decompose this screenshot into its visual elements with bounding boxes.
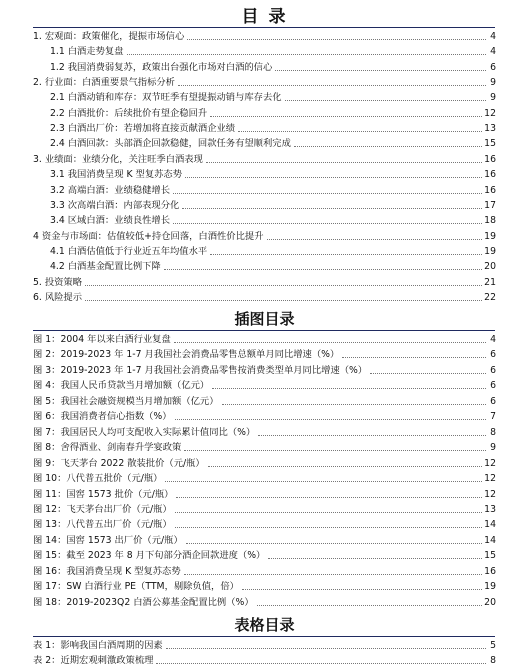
entry-page-number: 9 (490, 442, 496, 454)
entry-page-number: 5 (490, 640, 496, 651)
dot-leader (165, 481, 482, 482)
toc-entry[interactable] (33, 456, 496, 469)
entry-page-number: 13 (484, 503, 496, 515)
entry-page-number: 6 (490, 349, 496, 361)
entry-page-number: 13 (484, 123, 496, 135)
toc-entry[interactable] (33, 564, 496, 577)
entry-page-number: 19 (484, 245, 496, 257)
toc-entry[interactable] (50, 106, 496, 119)
toc-entry[interactable] (33, 440, 496, 453)
entry-page-number: 4 (490, 334, 496, 345)
toc-entry[interactable] (33, 502, 496, 515)
entry-page-number: 19 (484, 230, 496, 242)
toc-title-divider (33, 27, 495, 28)
dot-leader (178, 85, 486, 86)
entry-label: 图 16：我国消费呈现 K 型复苏态势 (33, 565, 181, 577)
dot-leader (222, 404, 486, 405)
toc-entry[interactable] (33, 229, 496, 242)
toc-title: 目 录 (241, 7, 288, 27)
dot-leader (242, 589, 482, 590)
toc-entry[interactable] (50, 183, 496, 196)
toc-entry[interactable] (33, 548, 496, 561)
entry-label: 1.2 我国消费弱复苏，政策出台强化市场对白酒的信心 (50, 61, 273, 73)
toc-entry[interactable] (50, 60, 496, 73)
entry-label: 图 13：八代普五出厂价（元/瓶） (33, 519, 172, 531)
entry-label: 1.1 白酒走势复盘 (50, 46, 124, 58)
dot-leader (184, 574, 483, 575)
tables-title: 表格目录 (234, 616, 295, 634)
entry-label: 图 1：2004 年以来白酒行业复盘 (33, 334, 171, 345)
dot-leader (166, 648, 486, 649)
dot-leader (210, 254, 482, 255)
figures-title: 插图目录 (234, 310, 295, 328)
entry-page-number: 16 (484, 153, 496, 165)
toc-entry[interactable] (33, 579, 496, 592)
entry-label: 2.1 白酒动销和库存：双节旺季有望提振动销与库存去化 (50, 92, 282, 104)
entry-page-number: 14 (484, 519, 496, 531)
toc-entry[interactable] (50, 244, 496, 257)
entry-page-number: 14 (484, 534, 496, 546)
entry-label: 图 12：飞天茅台出厂价（元/瓶） (33, 503, 172, 515)
entry-page-number: 22 (484, 291, 496, 303)
entry-label: 表 1：影响我国白酒周期的因素 (33, 640, 163, 651)
entry-label: 图 2：2019-2023 年 1-7 月我国社会消费品零售总额单月同比增速（%） (33, 349, 340, 361)
toc-entry[interactable] (33, 471, 496, 484)
toc-entry[interactable] (50, 198, 496, 211)
entry-label: 图 7：我国居民人均可支配收入实际累计值同比（%） (33, 426, 256, 438)
dot-leader (238, 131, 482, 132)
toc-entry[interactable] (50, 44, 496, 57)
entry-page-number: 15 (484, 550, 496, 562)
toc-entry[interactable] (33, 425, 496, 438)
entry-page-number: 9 (490, 92, 496, 104)
dot-leader (173, 223, 482, 224)
entry-label: 3.3 次高端白酒：内部表现分化 (50, 199, 180, 211)
entry-label: 图 9：飞天茅台 2022 散装批价（元/瓶） (33, 457, 205, 469)
dot-leader (127, 54, 486, 55)
entry-page-number: 12 (484, 107, 496, 119)
toc-entry[interactable] (33, 595, 496, 608)
dot-leader (258, 435, 486, 436)
toc-entry[interactable] (33, 487, 496, 500)
toc-entry[interactable] (33, 394, 496, 407)
entry-page-number: 4 (490, 31, 496, 42)
entry-page-number: 15 (484, 138, 496, 150)
entry-page-number: 8 (490, 655, 496, 667)
dot-leader (206, 162, 482, 163)
entry-page-number: 16 (484, 184, 496, 196)
entry-page-number: 6 (490, 380, 496, 392)
entry-label: 5. 投资策略 (33, 276, 83, 288)
toc-entry[interactable] (33, 409, 496, 422)
entry-label: 6. 风险提示 (33, 291, 83, 303)
entry-page-number: 17 (484, 199, 496, 211)
dot-leader (268, 558, 482, 559)
entry-label: 2.3 白酒出厂价：若增加将直接贡献酒企业绩 (50, 123, 236, 135)
toc-entry[interactable] (50, 121, 496, 134)
entry-page-number: 12 (484, 488, 496, 500)
entry-page-number: 6 (490, 61, 496, 73)
toc-entry[interactable] (50, 167, 496, 180)
dot-leader (186, 543, 482, 544)
dot-leader (208, 466, 482, 467)
dot-leader (175, 419, 486, 420)
toc-entry[interactable] (33, 152, 496, 165)
dot-leader (185, 177, 482, 178)
dot-leader (275, 70, 486, 71)
entry-label: 图 11：国窖 1573 批价（元/瓶） (33, 488, 174, 500)
toc-entry[interactable] (50, 213, 496, 226)
entry-page-number: 19 (484, 581, 496, 593)
entry-page-number: 20 (484, 596, 496, 608)
dot-leader (257, 605, 483, 606)
entry-page-number: 7 (490, 411, 496, 423)
dot-leader (176, 497, 482, 498)
dot-leader (164, 269, 482, 270)
toc-entry[interactable] (33, 363, 496, 376)
dot-leader (85, 300, 482, 301)
dot-leader (174, 342, 486, 343)
tables-title-divider (33, 636, 495, 637)
toc-entry[interactable] (33, 290, 496, 303)
dot-leader (267, 239, 483, 240)
entry-label: 2.4 白酒回款：头部酒企回款稳健，回款任务有望顺利完成 (50, 138, 291, 150)
entry-page-number: 4 (490, 46, 496, 58)
toc-entry[interactable] (33, 347, 496, 360)
dot-leader (182, 208, 482, 209)
entry-page-number: 16 (484, 565, 496, 577)
entry-page-number: 18 (484, 215, 496, 227)
dot-leader (212, 388, 486, 389)
entry-label: 3.2 高端白酒：业绩稳健增长 (50, 184, 171, 196)
entry-label: 图 18：2019-2023Q2 白酒公募基金配置比例（%） (33, 596, 254, 608)
entry-label: 4.1 白酒估值低于行业近五年均值水平 (50, 245, 208, 257)
dot-leader (173, 193, 482, 194)
entry-label: 2. 行业面：白酒重要景气指标分析 (33, 77, 175, 89)
toc-entry[interactable] (33, 75, 496, 88)
dot-leader (187, 39, 486, 40)
toc-entry[interactable] (50, 136, 496, 149)
entry-page-number: 20 (484, 261, 496, 273)
dot-leader (85, 285, 482, 286)
entry-label: 图 4：我国人民币贷款当月增加额（亿元） (33, 380, 210, 392)
toc-entry[interactable] (50, 90, 496, 103)
entry-label: 3.4 区域白酒：业绩良性增长 (50, 215, 171, 227)
entry-label: 图 5：我国社会融资规模当月增加额（亿元） (33, 395, 219, 407)
figures-title-divider (33, 330, 495, 331)
toc-entry[interactable] (33, 653, 496, 666)
entry-label: 3.1 我国消费呈现 K 型复苏态势 (50, 169, 183, 181)
dot-leader (184, 450, 486, 451)
entry-page-number: 21 (484, 276, 496, 288)
entry-label: 2.2 白酒批价：后续批价有望企稳回升 (50, 107, 208, 119)
entry-label: 图 17：SW 白酒行业 PE（TTM，剔除负值，倍） (33, 581, 239, 593)
entry-label: 表 2：近期宏观刺激政策梳理 (33, 655, 154, 667)
dot-leader (156, 663, 486, 664)
dot-leader (370, 373, 486, 374)
dot-leader (294, 146, 482, 147)
toc-entry[interactable] (33, 29, 496, 42)
entry-label: 图 6：我国消费者信心指数（%） (33, 411, 172, 423)
toc-entry[interactable] (33, 638, 496, 651)
dot-leader (342, 357, 486, 358)
entry-label: 4 资金与市场面：估值较低+持仓回落，白酒性价比提升 (33, 230, 264, 242)
entry-label: 4.2 白酒基金配置比例下降 (50, 261, 161, 273)
dot-leader (175, 527, 482, 528)
toc-entry[interactable] (33, 517, 496, 530)
entry-label: 3. 业绩面：业绩分化，关注旺季白酒表现 (33, 153, 203, 165)
entry-label: 1. 宏观面：政策催化，提振市场信心 (33, 31, 185, 42)
toc-entry[interactable] (33, 378, 496, 391)
entry-page-number: 12 (484, 473, 496, 485)
entry-page-number: 9 (490, 77, 496, 89)
dot-leader (175, 512, 482, 513)
entry-label: 图 8：舍得酒业、剑南春升学宴政策 (33, 442, 182, 454)
toc-entry[interactable] (33, 533, 496, 546)
dot-leader (210, 116, 482, 117)
entry-page-number: 12 (484, 457, 496, 469)
entry-label: 图 14：国窖 1573 出厂价（元/瓶） (33, 534, 183, 546)
toc-entry[interactable] (33, 332, 496, 345)
toc-entry[interactable] (50, 259, 496, 272)
dot-leader (285, 100, 486, 101)
entry-page-number: 16 (484, 169, 496, 181)
entry-page-number: 6 (490, 395, 496, 407)
toc-entry[interactable] (33, 275, 496, 288)
entry-page-number: 6 (490, 364, 496, 376)
entry-page-number: 8 (490, 426, 496, 438)
entry-label: 图 15：截至 2023 年 8 月下旬部分酒企回款进度（%） (33, 550, 266, 562)
entry-label: 图 10：八代普五批价（元/瓶） (33, 473, 163, 485)
entry-label: 图 3：2019-2023 年 1-7 月我国社会消费品零售按消费类型单月同比增速（%） (33, 364, 368, 376)
